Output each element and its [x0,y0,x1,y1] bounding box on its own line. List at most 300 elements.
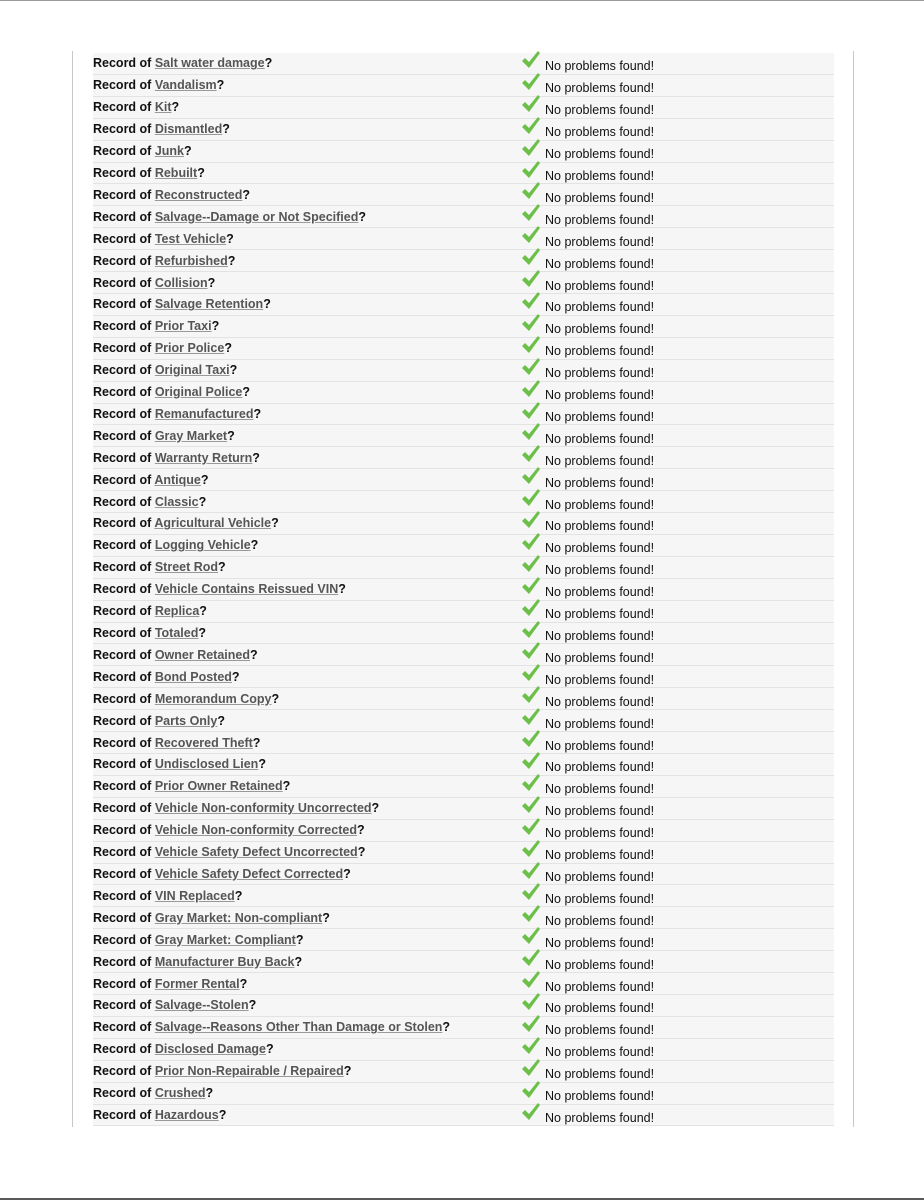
record-row [93,184,834,206]
record-term-link[interactable]: Reconstructed [154,187,243,202]
status-text: No problems found! [545,409,655,424]
record-term-link[interactable]: Disclosed Damage [154,1042,266,1057]
record-suffix: ? [205,1086,214,1101]
record-row [93,491,834,513]
record-row [93,1016,834,1038]
record-status-cell [521,250,834,272]
record-status-cell [521,337,834,359]
record-label-cell [93,688,521,710]
record-status-cell [521,403,834,425]
record-suffix: ? [226,231,234,246]
status-text: No problems found! [545,629,655,644]
record-row [93,775,834,797]
checkmark-icon [521,335,541,355]
record-label-cell [93,403,521,425]
checkmark-icon [521,1014,541,1034]
record-status-cell [521,228,834,250]
title-records-table [93,52,834,1126]
checkmark-icon [521,620,541,640]
record-row [93,447,834,469]
record-prefix: Record of [93,1064,152,1079]
record-row [93,907,834,929]
record-prefix: Record of [93,910,152,925]
record-label-cell [93,951,521,973]
record-label-cell [93,666,521,688]
checkmark-icon [521,729,541,749]
record-status-cell [521,556,834,578]
record-row [93,206,834,228]
record-term-link[interactable]: Test Vehicle [154,231,227,246]
record-term-link[interactable]: Junk [154,144,185,159]
record-status-cell [521,1038,834,1060]
record-suffix: ? [271,516,279,531]
record-row [93,885,834,907]
record-suffix: ? [227,428,235,443]
record-prefix: Record of [93,385,152,400]
record-term-link[interactable]: Replica [154,604,200,619]
record-prefix: Record of [93,735,152,750]
record-status-cell [521,1060,834,1082]
record-row [93,250,834,272]
record-row [93,951,834,973]
record-label-cell [93,556,521,578]
record-prefix: Record of [93,626,152,641]
record-prefix: Record of [93,823,152,838]
checkmark-icon [521,466,541,486]
record-term-link[interactable]: Bond Posted [154,669,232,684]
status-text: No problems found! [545,869,655,884]
record-suffix: ? [229,363,238,378]
record-label-cell [93,994,521,1016]
record-term-link[interactable]: Totaled [154,626,199,641]
record-prefix: Record of [93,341,152,356]
checkmark-icon [521,488,541,508]
record-term-link[interactable]: Owner Retained [154,647,250,662]
record-prefix: Record of [93,165,152,180]
record-label-cell [93,929,521,951]
record-term-link[interactable]: Street Rod [154,560,219,575]
record-label-cell [93,534,521,556]
record-status-cell [521,534,834,556]
status-text: No problems found! [545,782,655,797]
record-label-cell [93,162,521,184]
record-prefix: Record of [93,932,152,947]
record-term-link[interactable]: Agricultural Vehicle [154,516,272,531]
record-row [93,469,834,491]
record-suffix: ? [217,713,225,728]
record-status-cell [521,600,834,622]
record-label-cell [93,1016,521,1038]
record-term-link[interactable]: Hazardous [154,1107,219,1122]
record-suffix: ? [271,691,280,706]
record-suffix: ? [358,209,366,224]
status-text: No problems found! [545,59,655,74]
record-prefix: Record of [93,187,152,202]
record-row [93,403,834,425]
record-term-link[interactable]: Crushed [154,1086,206,1101]
frame-left-border [72,51,73,1127]
record-status-cell [521,140,834,162]
record-prefix: Record of [93,1020,152,1035]
record-prefix: Record of [93,231,152,246]
record-label-cell [93,754,521,776]
record-status-cell [521,381,834,403]
record-label-cell [93,622,521,644]
record-label-cell [93,74,521,96]
status-text: No problems found! [545,957,655,972]
status-text: No problems found! [545,716,655,731]
status-text: No problems found! [545,388,655,403]
record-label-cell [93,600,521,622]
record-term-link[interactable]: Prior Non-Repairable / Repaired [154,1064,344,1079]
record-suffix: ? [253,406,262,421]
record-row [93,1104,834,1126]
record-term-link[interactable]: Gray Market: Compliant [154,932,296,947]
record-suffix: ? [218,1107,227,1122]
record-label-cell [93,425,521,447]
record-prefix: Record of [93,363,152,378]
record-status-cell [521,293,834,315]
status-text: No problems found! [545,234,655,249]
status-text: No problems found! [545,256,655,271]
record-label-cell [93,644,521,666]
record-row [93,337,834,359]
record-prefix: Record of [93,538,152,553]
record-prefix: Record of [93,78,152,93]
record-row [93,578,834,600]
checkmark-icon [521,861,541,881]
checkmark-icon [521,1102,541,1122]
record-term-link[interactable]: Former Rental [154,976,240,991]
record-term-link[interactable]: Kit [154,100,172,115]
record-row [93,272,834,294]
record-label-cell [93,184,521,206]
checkmark-icon [521,882,541,902]
record-term-link[interactable]: Original Police [154,385,243,400]
record-term-link[interactable]: Prior Owner Retained [154,779,283,794]
checkmark-icon [521,269,541,289]
record-label-cell [93,206,521,228]
record-prefix: Record of [93,209,152,224]
record-suffix: ? [343,866,351,881]
record-prefix: Record of [93,691,152,706]
record-row [93,863,834,885]
record-prefix: Record of [93,954,152,969]
record-term-link[interactable]: Prior Taxi [154,319,212,334]
record-suffix: ? [282,779,291,794]
record-term-link[interactable]: Undisclosed Lien [154,757,259,772]
checkmark-icon [521,50,541,70]
status-text: No problems found! [545,1067,655,1082]
record-suffix: ? [239,976,248,991]
record-status-cell [521,754,834,776]
record-suffix: ? [294,954,303,969]
record-label-cell [93,491,521,513]
record-label-cell [93,1082,521,1104]
checkmark-icon [521,313,541,333]
checkmark-icon [521,663,541,683]
record-suffix: ? [252,450,260,465]
status-text: No problems found! [545,475,655,490]
record-status-cell [521,74,834,96]
checkmark-icon [521,751,541,771]
record-status-cell [521,863,834,885]
record-prefix: Record of [93,122,152,137]
record-row [93,1038,834,1060]
record-term-link[interactable]: Manufacturer Buy Back [154,954,295,969]
record-label-cell [93,797,521,819]
checkmark-icon [521,181,541,201]
checkmark-icon [521,926,541,946]
record-suffix: ? [218,560,226,575]
checkmark-icon [521,203,541,223]
status-text: No problems found! [545,1023,655,1038]
status-text: No problems found! [545,1045,655,1060]
record-label-cell [93,819,521,841]
checkmark-icon [521,598,541,618]
record-term-link[interactable]: Vehicle Contains Reissued VIN [154,582,339,597]
record-label-cell [93,710,521,732]
status-text: No problems found! [545,190,655,205]
record-row [93,710,834,732]
record-suffix: ? [338,582,346,597]
record-prefix: Record of [93,647,152,662]
record-term-link[interactable]: Salvage--Damage or Not Specified [154,209,359,224]
checkmark-icon [521,225,541,245]
record-label-cell [93,1038,521,1060]
record-status-cell [521,819,834,841]
record-suffix: ? [171,100,180,115]
checkmark-icon [521,707,541,727]
record-suffix: ? [356,823,365,838]
record-suffix: ? [216,78,225,93]
record-suffix: ? [266,1042,274,1057]
checkmark-icon [521,401,541,421]
status-text: No problems found! [545,738,655,753]
checkmark-icon [521,444,541,464]
record-term-link[interactable]: Original Taxi [154,363,230,378]
record-suffix: ? [242,385,250,400]
record-label-cell [93,293,521,315]
status-text: No problems found! [545,585,655,600]
record-status-cell [521,513,834,535]
record-term-link[interactable]: Parts Only [154,713,218,728]
record-label-cell [93,140,521,162]
record-row [93,74,834,96]
status-text: No problems found! [545,103,655,118]
checkmark-icon [521,116,541,136]
record-label-cell [93,118,521,140]
record-prefix: Record of [93,144,152,159]
status-text: No problems found! [545,366,655,381]
record-term-link[interactable]: Gray Market [154,428,228,443]
checkmark-icon [521,72,541,92]
record-term-link[interactable]: Rebuilt [154,165,198,180]
record-status-cell [521,885,834,907]
record-suffix: ? [322,910,330,925]
record-label-cell [93,447,521,469]
record-prefix: Record of [93,100,152,115]
record-prefix: Record of [93,866,152,881]
record-label-cell [93,775,521,797]
record-term-link[interactable]: Warranty Return [154,450,253,465]
record-suffix: ? [184,144,192,159]
record-row [93,688,834,710]
record-suffix: ? [242,187,250,202]
record-status-cell [521,951,834,973]
status-text: No problems found! [545,563,655,578]
record-suffix: ? [264,56,273,71]
record-row [93,381,834,403]
status-text: No problems found! [545,168,655,183]
record-suffix: ? [222,122,230,137]
record-row [93,797,834,819]
record-status-cell [521,1016,834,1038]
record-suffix: ? [357,845,366,860]
record-row [93,118,834,140]
record-suffix: ? [258,757,266,772]
record-term-link[interactable]: Salvage--Reasons Other Than Damage or Stolen [154,1020,443,1035]
record-term-link[interactable]: Dismantled [154,122,223,137]
record-term-link[interactable]: Salvage--Stolen [154,998,249,1013]
record-suffix: ? [263,297,271,312]
record-suffix: ? [199,604,207,619]
record-status-cell [521,688,834,710]
record-status-cell [521,907,834,929]
record-row [93,929,834,951]
record-row [93,600,834,622]
record-row [93,666,834,688]
record-status-cell [521,929,834,951]
record-label-cell [93,250,521,272]
record-term-link[interactable]: Classic [154,494,199,509]
checkmark-icon [521,94,541,114]
record-suffix: ? [227,253,236,268]
checkmark-icon [521,1036,541,1056]
record-row [93,622,834,644]
status-text: No problems found! [545,935,655,950]
record-suffix: ? [371,801,380,816]
record-status-cell [521,578,834,600]
checkmark-icon [521,773,541,793]
record-row [93,732,834,754]
record-status-cell [521,666,834,688]
record-row [93,534,834,556]
checkmark-icon [521,904,541,924]
record-term-link[interactable]: Vehicle Non-conformity Uncorrected [154,801,372,816]
record-term-link[interactable]: Salvage Retention [154,297,264,312]
record-row [93,96,834,118]
record-prefix: Record of [93,319,152,334]
record-term-link[interactable]: Refurbished [154,253,228,268]
record-row [93,754,834,776]
record-label-cell [93,96,521,118]
checkmark-icon [521,576,541,596]
record-status-cell [521,1082,834,1104]
record-label-cell [93,578,521,600]
record-term-link[interactable]: Logging Vehicle [154,538,251,553]
record-status-cell [521,775,834,797]
record-term-link[interactable]: Vehicle Safety Defect Uncorrected [154,845,358,860]
status-text: No problems found! [545,125,655,140]
record-term-link[interactable]: Remanufactured [154,406,254,421]
record-term-link[interactable]: Collision [154,275,208,290]
status-text: No problems found! [545,497,655,512]
status-text: No problems found! [545,541,655,556]
record-row [93,841,834,863]
record-term-link[interactable]: Antique [154,472,201,487]
record-label-cell [93,841,521,863]
record-prefix: Record of [93,845,152,860]
record-suffix: ? [250,538,259,553]
record-row [93,556,834,578]
record-term-link[interactable]: Vehicle Safety Defect Corrected [154,866,344,881]
checkmark-icon [521,247,541,267]
record-term-link[interactable]: Recovered Theft [154,735,253,750]
record-term-link[interactable]: Vandalism [154,78,217,93]
record-status-cell [521,644,834,666]
record-term-link[interactable]: Gray Market: Non-compliant [154,910,323,925]
frame-right-border [853,51,854,1127]
record-prefix: Record of [93,297,152,312]
record-status-cell [521,359,834,381]
record-suffix: ? [198,626,206,641]
checkmark-icon [521,160,541,180]
record-label-cell [93,469,521,491]
record-status-cell [521,272,834,294]
status-text: No problems found! [545,81,655,96]
record-term-link[interactable]: VIN Replaced [154,888,235,903]
checkmark-icon [521,379,541,399]
record-status-cell [521,994,834,1016]
record-prefix: Record of [93,1086,152,1101]
record-term-link[interactable]: Vehicle Non-conformity Corrected [154,823,357,838]
record-row [93,819,834,841]
record-label-cell [93,53,521,75]
record-label-cell [93,907,521,929]
record-suffix: ? [252,735,261,750]
record-term-link[interactable]: Salt water damage [154,56,265,71]
record-row [93,644,834,666]
record-prefix: Record of [93,406,152,421]
record-prefix: Record of [93,450,152,465]
record-term-link[interactable]: Memorandum Copy [154,691,272,706]
status-text: No problems found! [545,431,655,446]
record-prefix: Record of [93,1107,152,1122]
record-suffix: ? [295,932,304,947]
checkmark-icon [521,992,541,1012]
record-suffix: ? [343,1064,352,1079]
record-row [93,228,834,250]
status-text: No problems found! [545,848,655,863]
status-text: No problems found! [545,826,655,841]
status-text: No problems found! [545,804,655,819]
record-prefix: Record of [93,494,152,509]
status-text: No problems found! [545,760,655,775]
record-status-cell [521,96,834,118]
record-prefix: Record of [93,757,152,772]
record-status-cell [521,797,834,819]
record-term-link[interactable]: Prior Police [154,341,225,356]
record-suffix: ? [200,472,209,487]
record-status-cell [521,841,834,863]
checkmark-icon [521,510,541,530]
record-label-cell [93,1060,521,1082]
record-prefix: Record of [93,998,152,1013]
record-prefix: Record of [93,1042,152,1057]
checkmark-icon [521,532,541,552]
record-label-cell [93,315,521,337]
